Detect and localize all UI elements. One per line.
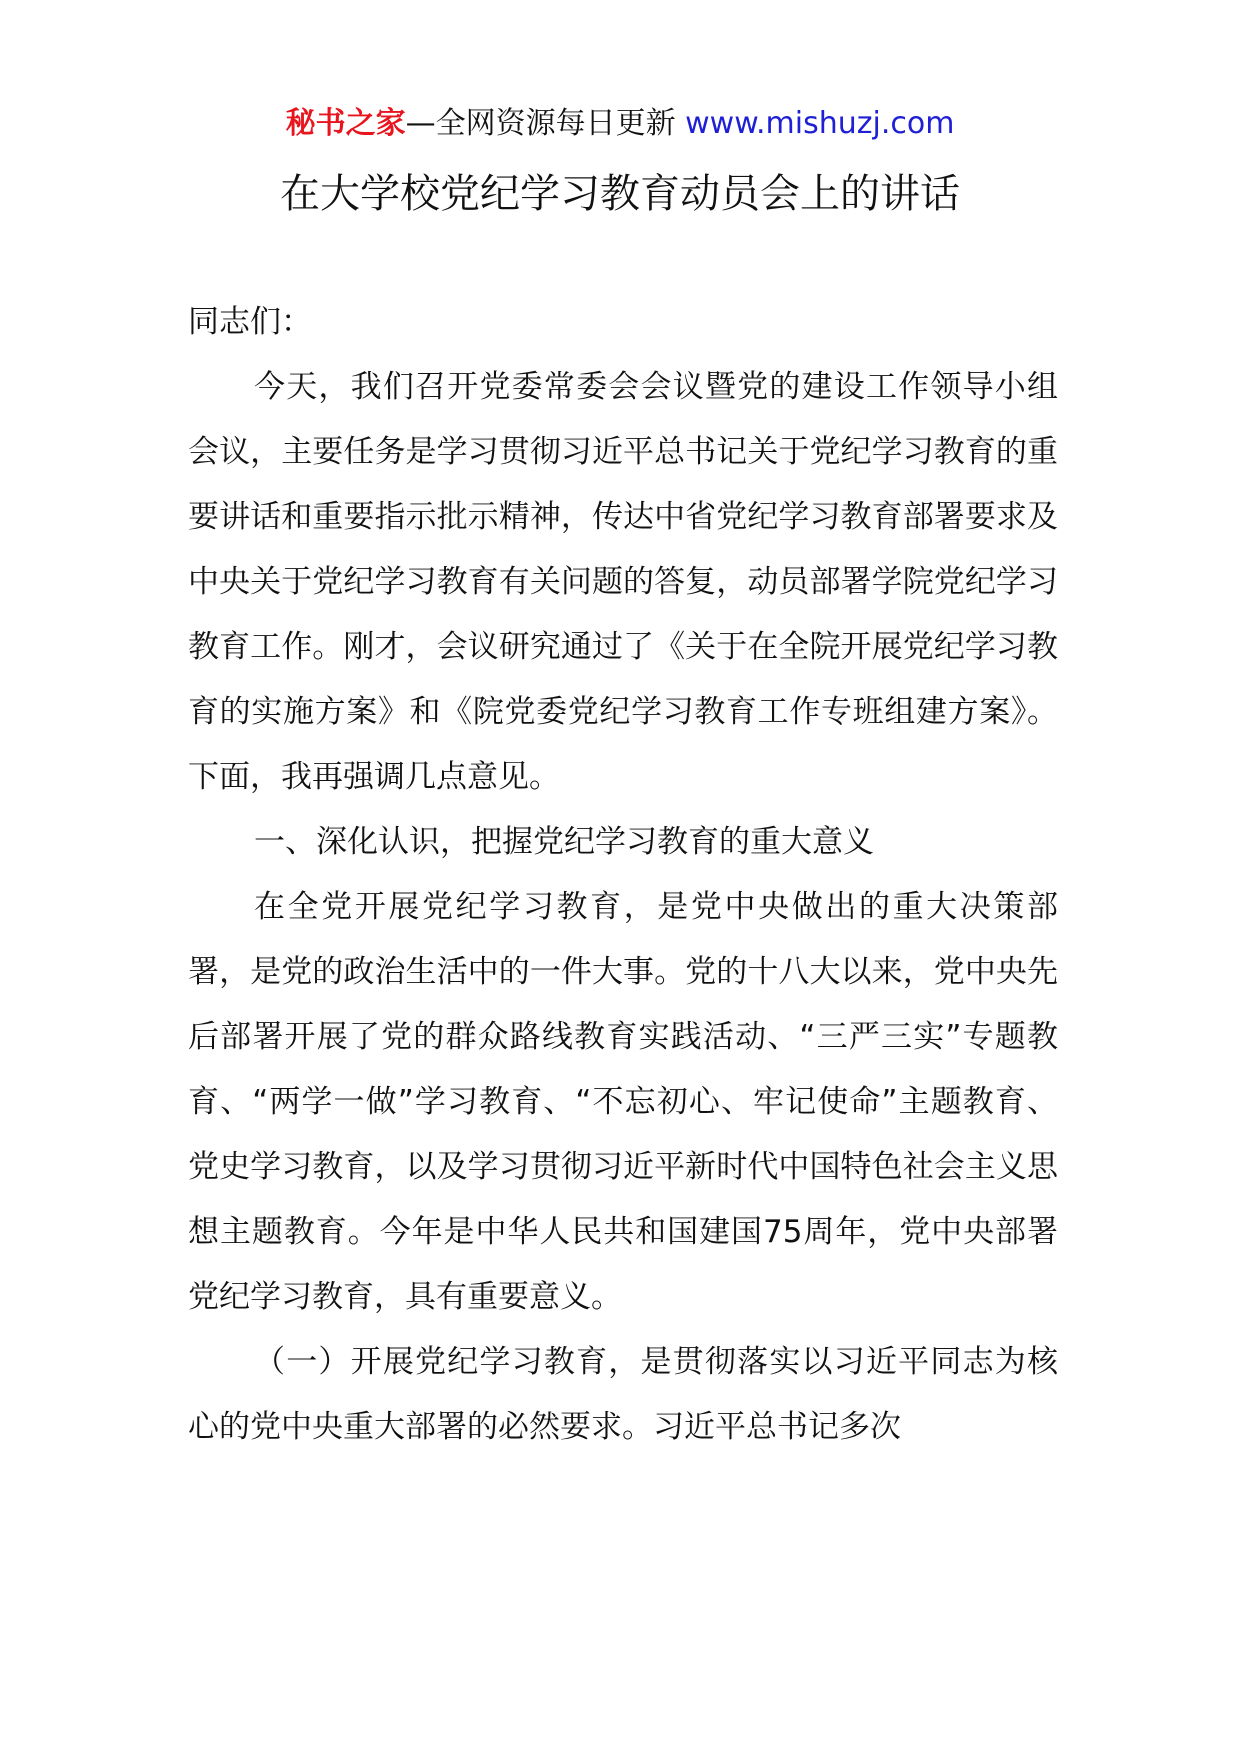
brand-name: 秘书之家: [285, 106, 406, 141]
site-banner: [0, 102, 1240, 146]
salutation: 同志们：: [188, 304, 312, 340]
banner-tagline: —全网资源每日更新: [405, 106, 686, 141]
section-heading-1: 一、深化认识，把握党纪学习教育的重大意义: [254, 824, 874, 860]
document-body: [188, 290, 1058, 1460]
body-paragraph-intro: 今天，我们召开党委常委会会议暨党的建设工作领导小组会议，主要任务是学习贯彻习近平总书记关于党纪学习教育的重要讲话和重要指示批示精神，传达中省党纪学习教育部署要求及中央关于党纪学习教育有关问题的答复，动员部署学院党纪学习教育工作。刚才，会议研究通过了《关于在全院开展党纪学习教育的实施方案》和《院党委党纪学习教育工作专班组建方案》。下面，我再强调几点意见。: [188, 369, 1058, 795]
document-title: 在大学校党纪学习教育动员会上的讲话: [280, 171, 960, 217]
body-paragraph-significance: 在全党开展党纪学习教育，是党中央做出的重大决策部署，是党的政治生活中的一件大事。党的十八大以来，党中央先后部署开展了党的群众路线教育实践活动、“三严三实”专题教育、“两学一做”学习教育、“不忘初心、牢记使命”主题教育、党史学习教育，以及学习贯彻习近平新时代中国特色社会主义思想主题教育。今年是中华人民共和国建国75周年，党中央部署党纪学习教育，具有重要意义。: [188, 889, 1058, 1315]
body-paragraph-subpoint-1: （一）开展党纪学习教育，是贯彻落实以习近平同志为核心的党中央重大部署的必然要求。习近平总书记多次: [188, 1344, 1058, 1445]
site-url-link[interactable]: www.mishuzj.com: [685, 106, 955, 141]
